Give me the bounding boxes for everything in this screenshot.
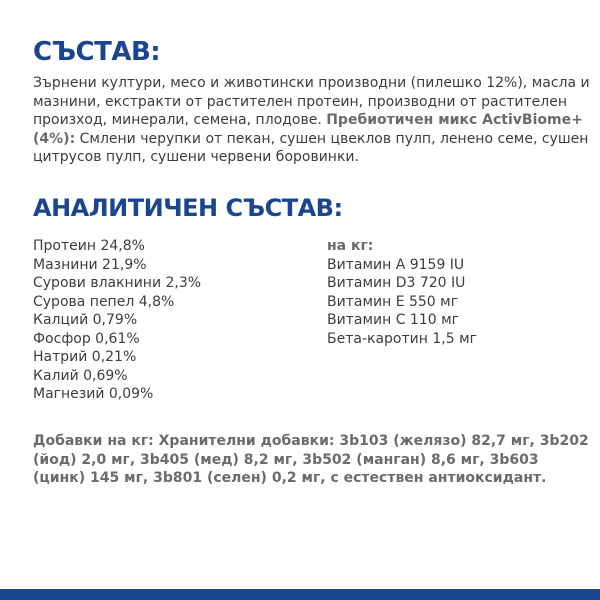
analytical-heading: АНАЛИТИЧЕН СЪСТАВ: [33, 194, 343, 222]
additives-paragraph: Добавки на кг: Хранителни добавки: 3b103 (желязо) 82,7 мг, 3b202 (йод) 2,0 мг, 3b405 (мед) 8,2 мг, 3b502 (манган) 8,6 мг, 3b603 (цинк) 145 мг, 3b801 (селен) 0,2 мг, с естествен антиоксидант. [33, 433, 589, 486]
composition-paragraph [33, 74, 593, 167]
vitamin-item: Витамин С 110 мг [327, 312, 460, 328]
composition-text: Зърнени култури, месо и животински производни (пилешко 12%), масла и мазнини, екстракти от растителен протеин, производни от растителен произход, минерали, семена, плодове. [33, 75, 590, 128]
prebiotic-text: Смлени черупки от пекан, сушен цвеклов пулп, ленено семе, сушен цитрусов пулп, сушени червени боровинки. [33, 130, 589, 165]
vitamin-item: Витамин Е 550 мг [327, 293, 459, 310]
analytical-item: Магнезий 0,09% [33, 386, 154, 402]
vitamin-item: Витамин D3 720 IU [327, 275, 466, 291]
analytical-item: Фосфор 0,61% [33, 330, 140, 347]
analytical-left-list [33, 237, 201, 404]
analytical-item: Сурова пепел 4,8% [33, 293, 175, 310]
vitamin-item: Витамин А 9159 IU [327, 256, 465, 273]
analytical-item: Калций 0,79% [33, 312, 138, 328]
analytical-item: Натрий 0,21% [33, 349, 137, 365]
analytical-right-list [327, 237, 477, 348]
analytical-item: Сурови влакнини 2,3% [33, 275, 202, 291]
prebiotic-label: Пребиотичен микс ActivBiome+ (4%): [33, 112, 583, 147]
vitamin-item: Бета-каротин 1,5 мг [327, 330, 477, 347]
bottom-bar [0, 589, 600, 600]
composition-heading: СЪСТАВ: [33, 37, 161, 67]
analytical-item: Протеин 24,8% [33, 238, 145, 254]
analytical-item: Мазнини 21,9% [33, 256, 147, 273]
per-kg-heading: на кг: [327, 238, 374, 254]
analytical-item: Калий 0,69% [33, 367, 128, 384]
